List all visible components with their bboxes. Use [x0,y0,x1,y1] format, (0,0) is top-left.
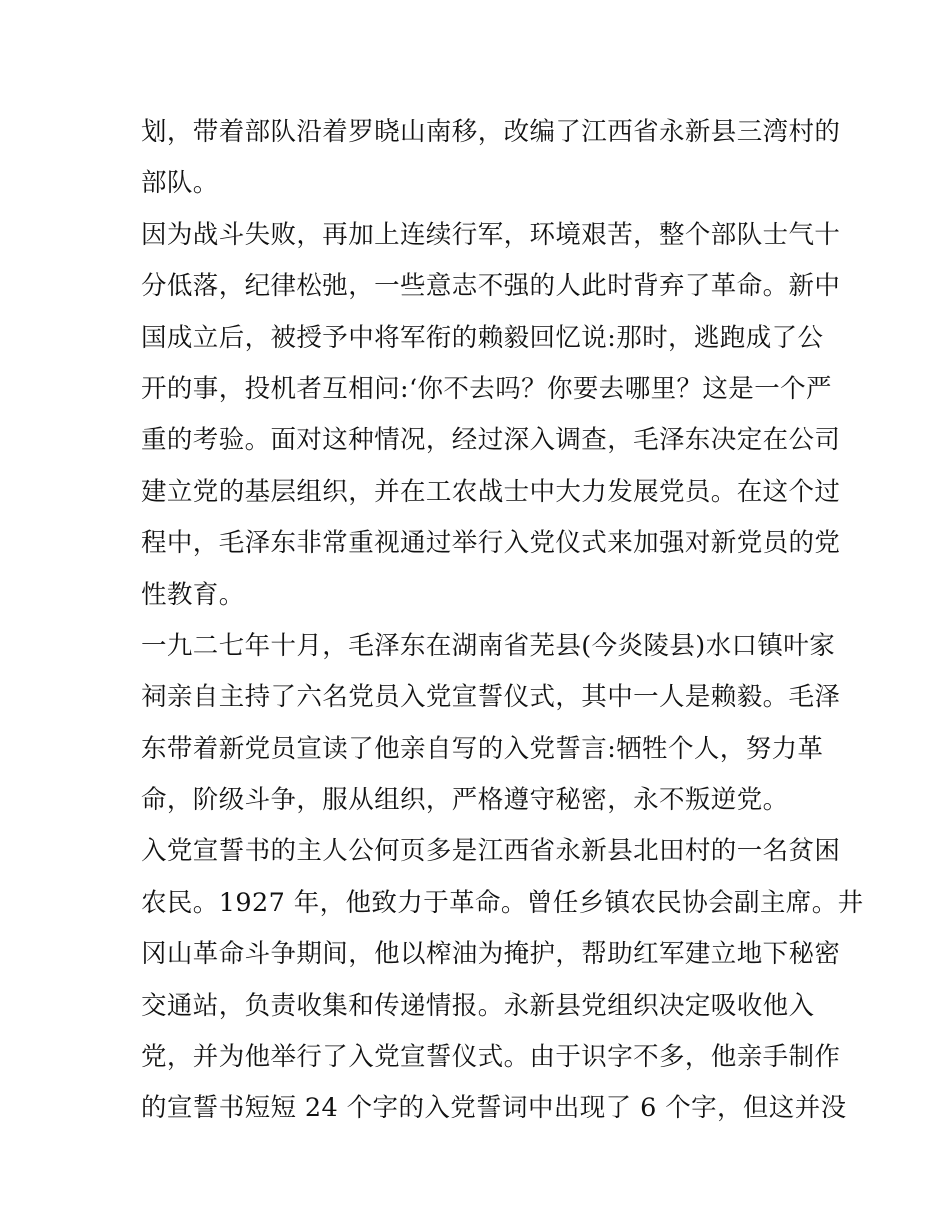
text-line-1: 划，带着部队沿着罗晓山南移，改编了江西省永新县三湾村的 [141,117,841,147]
text-line-2: 部队。 [141,168,219,199]
text-line-13: 东带着新党员宣读了他亲自写的入党誓言:牺牲个人，努力革 [141,733,824,764]
text-line-3: 因为战斗失败，再加上连续行军，环境艰苦，整个部队士气十 [141,219,841,250]
text-line-19: 党，并为他举行了入党宣誓仪式。由于识字不多，他亲手制作 [141,1042,841,1073]
body-text [141,107,864,1135]
text-line-6: 开的事，投机者互相问:‘你不去吗？你要去哪里？这是一个严 [141,373,832,404]
text-line-16: 农民。1927 年，他致力于革命。曾任乡镇农民协会副主席。井 [141,887,864,918]
text-line-11: 一九二七年十月，毛泽东在湖南省芜县(今炎陵县)水口镇叶家 [141,630,836,661]
text-line-8: 建立党的基层组织，并在工农战士中大力发展党员。在这个过 [141,476,841,507]
text-line-20: 的宣誓书短短 24 个字的入党誓词中出现了 6 个字，但这并没 [141,1093,847,1124]
text-line-9: 程中，毛泽东非常重视通过举行入党仪式来加强对新党员的党 [141,528,841,559]
text-line-5: 国成立后，被授予中将军衔的赖毅回忆说:那时，逃跑成了公 [141,322,824,353]
text-line-10: 性教育。 [141,579,245,610]
text-line-4: 分低落，纪律松弛，一些意志不强的人此时背弃了革命。新中 [141,271,841,302]
text-line-15: 入党宣誓书的主人公何页多是江西省永新县北田村的一名贫困 [141,836,841,867]
text-line-18: 交通站，负责收集和传递情报。永新县党组织决定吸收他入 [141,990,815,1021]
text-line-7: 重的考验。面对这种情况，经过深入调查，毛泽东决定在公司 [141,425,841,456]
text-line-12: 祠亲自主持了六名党员入党宣誓仪式，其中一人是赖毅。毛泽 [141,682,841,713]
text-line-14: 命，阶级斗争，服从组织，严格遵守秘密，永不叛逆党。 [141,785,789,816]
text-line-17: 冈山革命斗争期间，他以榨油为掩护，帮助红军建立地下秘密 [141,939,841,970]
